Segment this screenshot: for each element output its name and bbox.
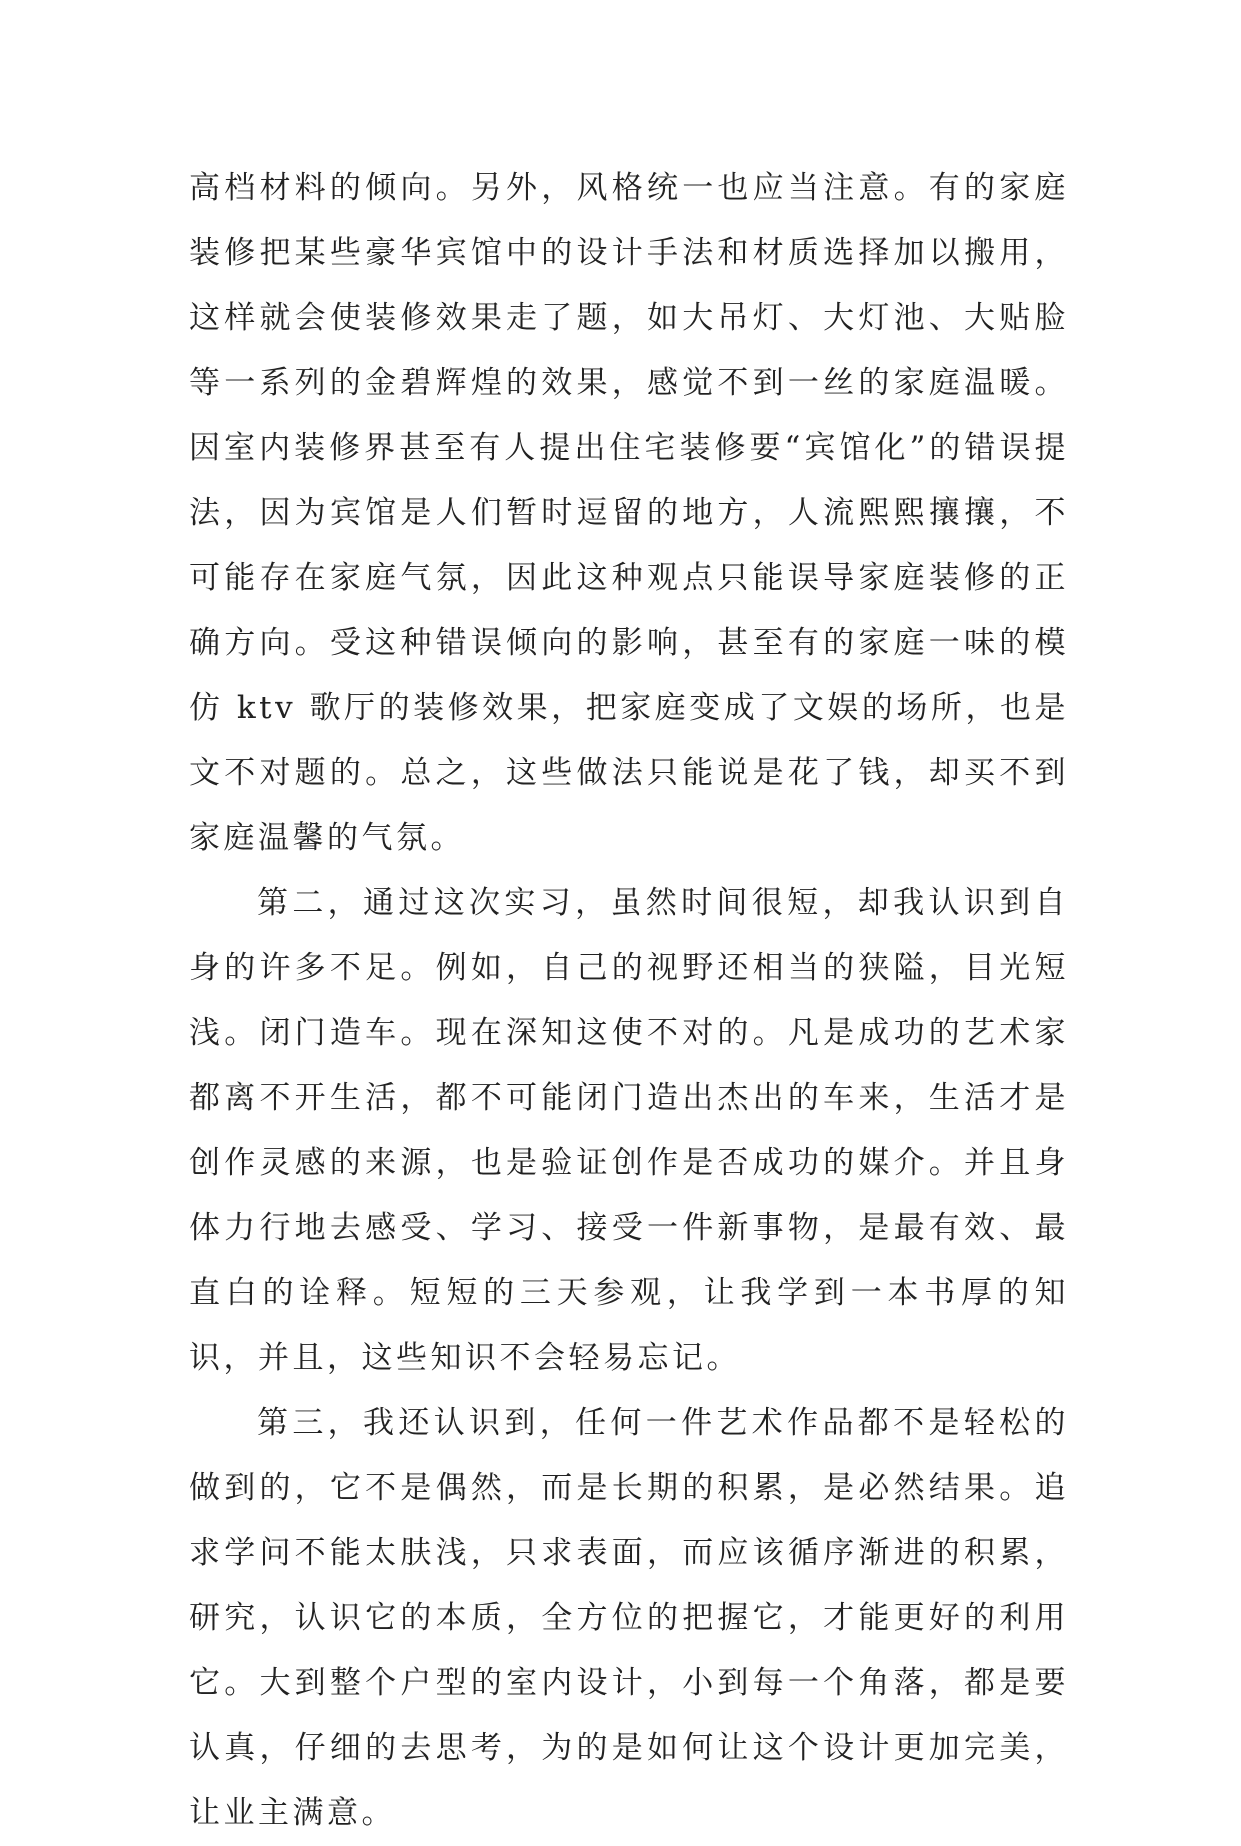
paragraph-second-point: 第二，通过这次实习，虽然时间很短，却我认识到自身的许多不足。例如，自己的视野还相当的狭隘，目光短浅。闭门造车。现在深知这使不对的。凡是成功的艺术家都离不开生活，都不可能闭门造出杰出的车来，生活才是创作灵感的来源，也是验证创作是否成功的媒介。并且身体力行地去感受、学习、接受一件新事物，是最有效、最直白的诠释。短短的三天参观，让我学到一本书厚的知识，并且，这些知识不会轻易忘记。 — [189, 885, 1069, 1376]
paragraph-continued: 高档材料的倾向。另外，风格统一也应当注意。有的家庭装修把某些豪华宾馆中的设计手法和材质选择加以搬用，这样就会使装修效果走了题，如大吊灯、大灯池、大贴脸等一系列的金碧辉煌的效果，感觉不到一丝的家庭温暖。因室内装修界甚至有人提出住宅装修要“宾馆化”的错误提法，因为宾馆是人们暂时逗留的地方，人流熙熙攘攘，不可能存在家庭气氛，因此这种观点只能误导家庭装修的正确方向。受这种错误倾向的影响，甚至有的家庭一味的模仿 ktv 歌厅的装修效果，把家庭变成了文娱的场所，也是文不对题的。总之，这些做法只能说是花了钱，却买不到家庭温馨的气氛。 — [189, 170, 1069, 856]
document-body — [189, 156, 1069, 1846]
paragraph-third-point: 第三，我还认识到，任何一件艺术作品都不是轻松的做到的，它不是偶然，而是长期的积累，是必然结果。追求学问不能太肤浅，只求表面，而应该循序渐进的积累，研究，认识它的本质，全方位的把握它，才能更好的利用它。大到整个户型的室内设计，小到每一个角落，都是要认真，仔细的去思考，为的是如何让这个设计更加完美，让业主满意。 — [189, 1405, 1069, 1831]
